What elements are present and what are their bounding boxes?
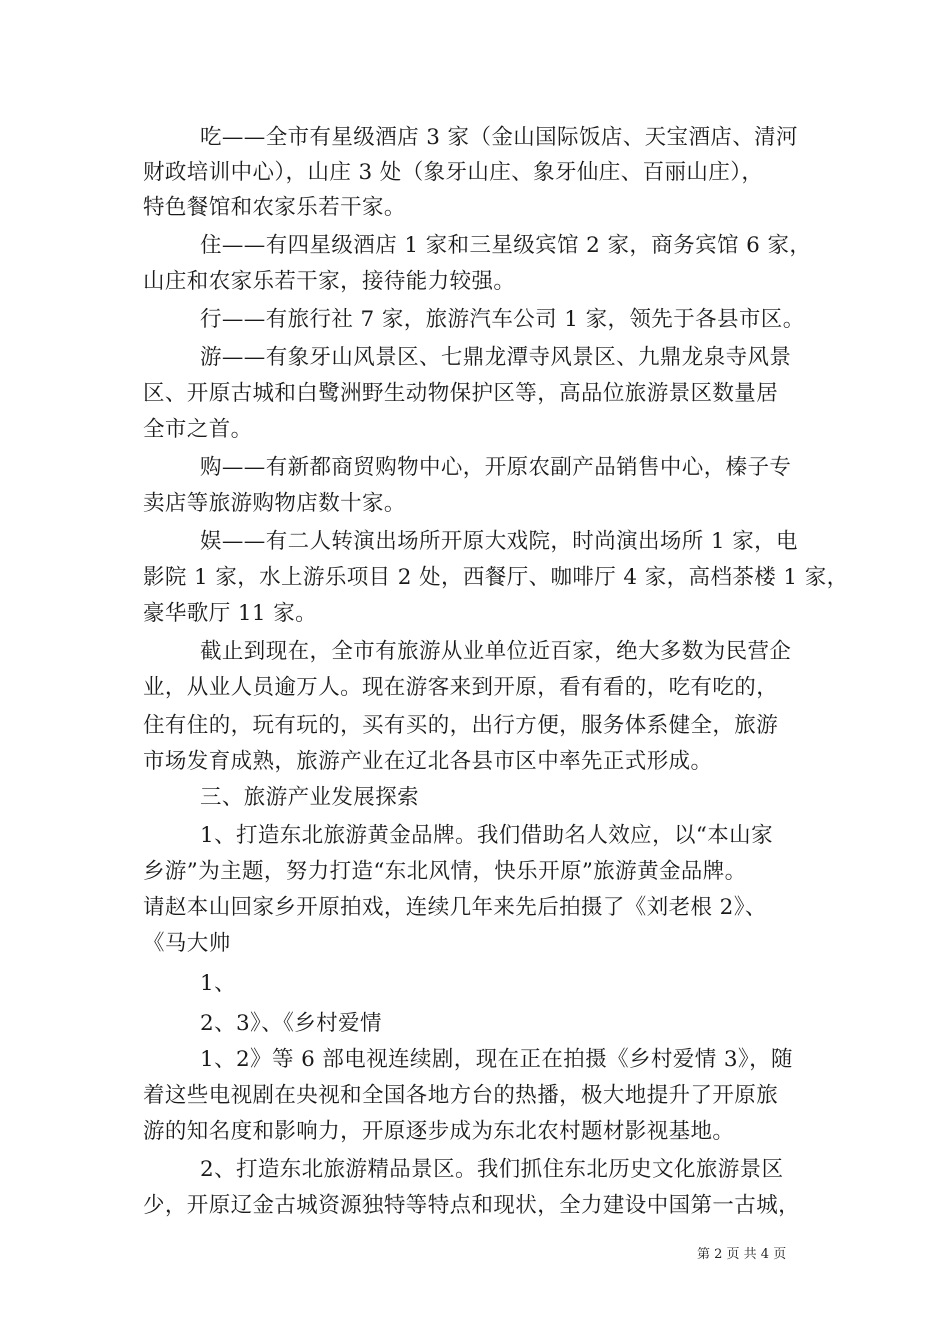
- text-line: 《马大帅: [143, 931, 231, 956]
- text-line: 1、打造东北旅游黄金品牌。我们借助名人效应，以“本山家: [200, 823, 773, 848]
- text-line: 2、3》、《乡村爱情: [200, 1011, 382, 1036]
- text-line: 卖店等旅游购物店数十家。: [143, 491, 406, 516]
- page-number: 第 2 页 共 4 页: [697, 1247, 787, 1262]
- text-line: 1、: [200, 971, 236, 996]
- text-line: 游的知名度和影响力，开原逐步成为东北农村题材影视基地。: [143, 1119, 735, 1144]
- text-line: 着这些电视剧在央视和全国各地方台的热播，极大地提升了开原旅: [143, 1083, 779, 1108]
- text-line: 特色餐馆和农家乐若干家。: [143, 195, 406, 220]
- text-line: 全市之首。: [143, 417, 253, 442]
- text-line: 吃——全市有星级酒店 3 家（金山国际饭店、天宝酒店、清河: [200, 125, 798, 150]
- section-heading: 三、旅游产业发展探索: [200, 785, 420, 810]
- text-line: 影院 1 家，水上游乐项目 2 处，西餐厅、咖啡厅 4 家，高档茶楼 1 家，: [143, 565, 849, 590]
- text-line: 住有住的，玩有玩的，买有买的，出行方便，服务体系健全，旅游: [143, 713, 779, 738]
- text-line: 山庄和农家乐若干家，接待能力较强。: [143, 269, 516, 294]
- text-line: 截止到现在，全市有旅游从业单位近百家，绝大多数为民营企: [200, 639, 792, 664]
- text-line: 住——有四星级酒店 1 家和三星级宾馆 2 家，商务宾馆 6 家，: [200, 233, 812, 258]
- text-line: 财政培训中心），山庄 3 处（象牙山庄、象牙仙庄、百丽山庄），: [143, 160, 764, 185]
- text-line: 行——有旅行社 7 家，旅游汽车公司 1 家，领先于各县市区。: [200, 307, 805, 332]
- text-line: 娱——有二人转演出场所开原大戏院，时尚演出场所 1 家，电: [200, 529, 798, 554]
- text-line: 业，从业人员逾万人。现在游客来到开原，看有看的，吃有吃的，: [143, 675, 779, 700]
- text-line: 区、开原古城和白鹭洲野生动物保护区等，高品位旅游景区数量居: [143, 381, 779, 406]
- text-line: 购——有新都商贸购物中心，开原农副产品销售中心，榛子专: [200, 455, 792, 480]
- text-line: 游——有象牙山风景区、七鼎龙潭寺风景区、九鼎龙泉寺风景: [200, 345, 792, 370]
- text-line: 2、打造东北旅游精品景区。我们抓住东北历史文化旅游景区: [200, 1157, 784, 1182]
- text-line: 市场发育成熟，旅游产业在辽北各县市区中率先正式形成。: [143, 749, 713, 774]
- text-line: 乡游”为主题，努力打造“东北风情，快乐开原”旅游黄金品牌。: [143, 859, 747, 884]
- text-line: 豪华歌厅 11 家。: [143, 601, 318, 626]
- text-line: 少，开原辽金古城资源独特等特点和现状，全力建设中国第一古城，: [143, 1193, 801, 1218]
- text-line: 1、2》等 6 部电视连续剧，现在正在拍摄《乡村爱情 3》，随: [200, 1047, 793, 1072]
- text-line: 请赵本山回家乡开原拍戏，连续几年来先后拍摄了《刘老根 2》、: [143, 895, 767, 920]
